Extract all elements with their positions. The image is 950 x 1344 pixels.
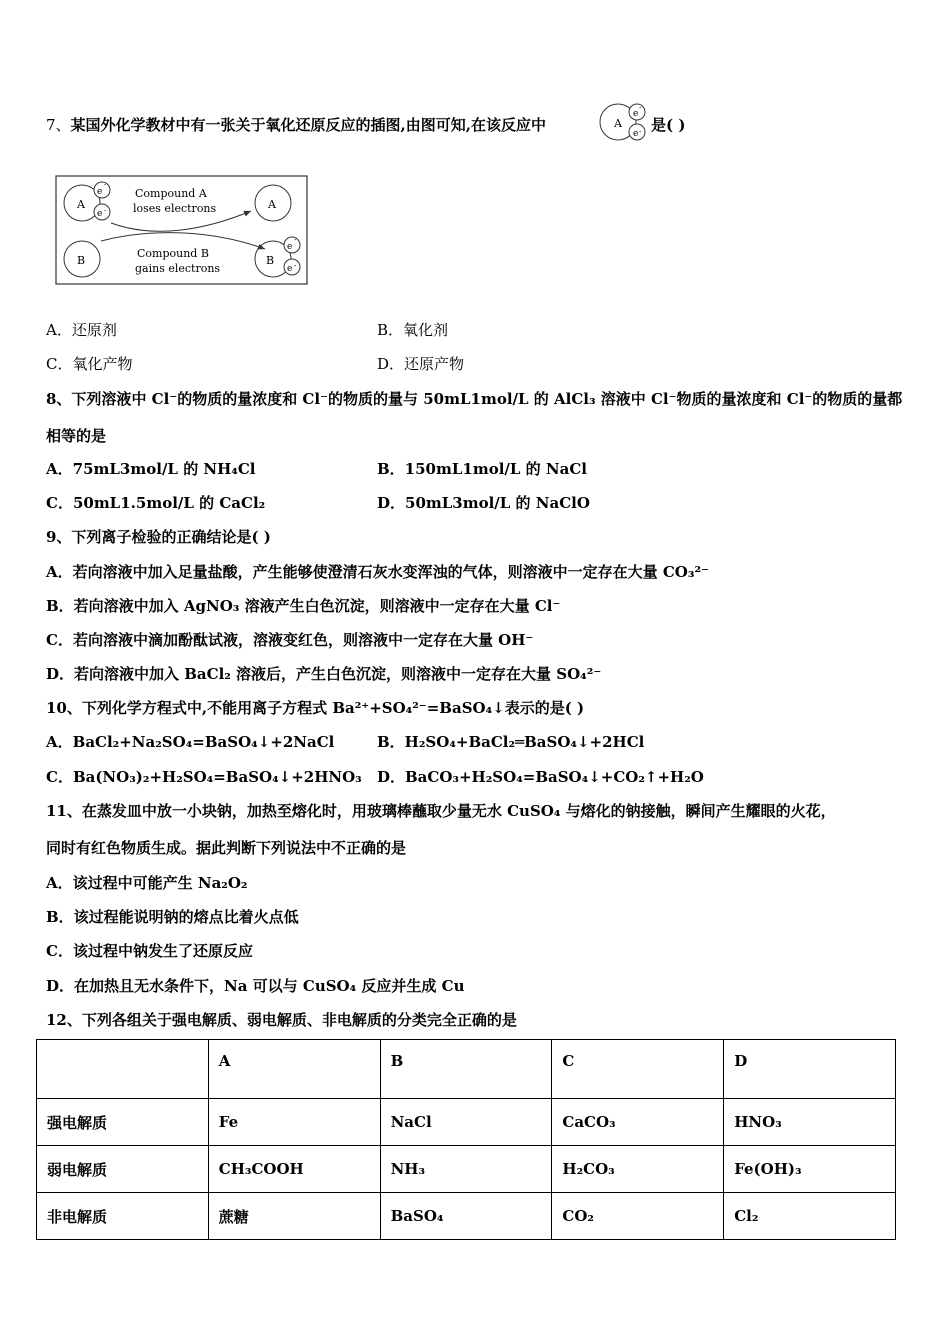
svg-text:-: -	[294, 236, 297, 244]
q9-option-c[interactable]: C．若向溶液中滴加酚酞试液，溶液变红色，则溶液中一定存在大量 OH⁻	[46, 631, 534, 649]
table-row	[37, 1146, 896, 1193]
q8-option-d[interactable]: D．50mL3mol/L 的 NaClO	[377, 494, 590, 512]
svg-text:Compound B: Compound B	[137, 247, 209, 260]
q11-stem-line1: 11、在蒸发皿中放一小块钠，加热至熔化时，用玻璃棒蘸取少量无水 CuSO₄ 与熔化的钠接触，瞬间产生耀眼的火花，	[46, 802, 836, 820]
q11-option-d[interactable]: D．在加热且无水条件下，Na 可以与 CuSO₄ 反应并生成 Cu	[46, 977, 465, 995]
q8-option-b[interactable]: B．150mL1mol/L 的 NaCl	[377, 460, 587, 478]
table-cell	[37, 1040, 209, 1099]
svg-text:A: A	[268, 198, 276, 211]
q11-option-a[interactable]: A．该过程中可能产生 Na₂O₂	[46, 874, 248, 892]
svg-text:e: e	[97, 187, 103, 197]
table-cell: D	[724, 1040, 896, 1099]
q10-option-c[interactable]: C．Ba(NO₃)₂+H₂SO₄=BaSO₄↓+2HNO₃	[46, 768, 362, 786]
q11-stem-line2: 同时有红色物质生成。据此判断下列说法中不正确的是	[46, 839, 407, 857]
svg-text:loses electrons: loses electrons	[133, 202, 217, 215]
table-cell: H₂CO₃	[552, 1146, 724, 1193]
q7-option-c[interactable]: C．氧化产物	[46, 355, 133, 373]
svg-text:A: A	[77, 198, 85, 211]
table-cell: BaSO₄	[380, 1193, 552, 1240]
electrolyte-table	[36, 1039, 896, 1240]
table-header-row	[37, 1040, 896, 1099]
table-cell: CaCO₃	[552, 1099, 724, 1146]
q9-option-d[interactable]: D．若向溶液中加入 BaCl₂ 溶液后，产生白色沉淀，则溶液中一定存在大量 SO₄²⁻	[46, 665, 602, 683]
table-cell: Fe	[208, 1099, 380, 1146]
svg-text:B: B	[266, 254, 275, 267]
q10-stem: 10、下列化学方程式中,不能用离子方程式 Ba²⁺+SO₄²⁻=BaSO₄↓表示的是( )	[46, 699, 585, 717]
q8-stem-line1: 8、下列溶液中 Cl⁻的物质的量浓度和 Cl⁻的物质的量与 50mL1mol/L 的 AlCl₃ 溶液中 Cl⁻物质的量浓度和 Cl⁻的物质的量都	[46, 390, 903, 408]
q9-option-a[interactable]: A．若向溶液中加入足量盐酸，产生能够使澄清石灰水变浑浊的气体，则溶液中一定存在大量 CO₃²⁻	[46, 563, 709, 581]
table-row	[37, 1193, 896, 1240]
q7-option-b[interactable]: B．氧化剂	[377, 321, 449, 339]
table-cell: Fe(OH)₃	[724, 1146, 896, 1193]
table-cell: 弱电解质	[37, 1146, 209, 1193]
q7-option-a[interactable]: A．还原剂	[46, 321, 117, 339]
svg-text:e: e	[97, 209, 103, 219]
svg-text:e: e	[633, 129, 639, 139]
table-cell: CH₃COOH	[208, 1146, 380, 1193]
table-cell: NH₃	[380, 1146, 552, 1193]
q8-option-a[interactable]: A．75mL3mol/L 的 NH₄Cl	[46, 460, 256, 478]
table-cell: Cl₂	[724, 1193, 896, 1240]
svg-text:e: e	[287, 264, 293, 274]
svg-text:e: e	[633, 109, 639, 119]
q10-option-d[interactable]: D．BaCO₃+H₂SO₄=BaSO₄↓+CO₂↑+H₂O	[377, 768, 704, 786]
q11-option-c[interactable]: C．该过程中钠发生了还原反应	[46, 942, 253, 960]
svg-text:-: -	[639, 128, 642, 136]
inline-atom-icon	[598, 100, 652, 144]
q7-option-d[interactable]: D．还原产物	[377, 355, 465, 373]
svg-text:B: B	[77, 254, 86, 267]
table-cell: 蔗糖	[208, 1193, 380, 1240]
q9-option-b[interactable]: B．若向溶液中加入 AgNO₃ 溶液产生白色沉淀，则溶液中一定存在大量 Cl⁻	[46, 597, 561, 615]
q8-option-c[interactable]: C．50mL1.5mol/L 的 CaCl₂	[46, 494, 266, 512]
table-cell: B	[380, 1040, 552, 1099]
svg-text:A: A	[614, 117, 622, 130]
q7-stem: 7、某国外化学教材中有一张关于氧化还原反应的插图,由图可知,在该反应中	[46, 116, 546, 134]
q10-option-b[interactable]: B．H₂SO₄+BaCl₂═BaSO₄↓+2HCl	[377, 733, 645, 751]
svg-text:-: -	[104, 181, 107, 189]
redox-figure	[55, 175, 308, 285]
table-cell: C	[552, 1040, 724, 1099]
svg-text:e: e	[287, 242, 293, 252]
svg-text:Compound A: Compound A	[135, 187, 207, 200]
q8-stem-line2: 相等的是	[46, 427, 107, 445]
svg-text:gains electrons: gains electrons	[135, 262, 221, 275]
table-row	[37, 1099, 896, 1146]
table-cell: CO₂	[552, 1193, 724, 1240]
table-cell: A	[208, 1040, 380, 1099]
svg-text:-: -	[639, 104, 642, 112]
q12-stem: 12、下列各组关于强电解质、弱电解质、非电解质的分类完全正确的是	[46, 1011, 517, 1029]
q10-option-a[interactable]: A．BaCl₂+Na₂SO₄=BaSO₄↓+2NaCl	[46, 733, 335, 751]
table-cell: HNO₃	[724, 1099, 896, 1146]
svg-text:-: -	[294, 262, 297, 270]
table-cell: 非电解质	[37, 1193, 209, 1240]
table-cell: NaCl	[380, 1099, 552, 1146]
svg-text:-: -	[104, 207, 107, 215]
table-cell: 强电解质	[37, 1099, 209, 1146]
q11-option-b[interactable]: B．该过程能说明钠的熔点比着火点低	[46, 908, 299, 926]
q7-stem-tail: 是( )	[651, 116, 686, 134]
q9-stem: 9、下列离子检验的正确结论是( )	[46, 528, 271, 546]
